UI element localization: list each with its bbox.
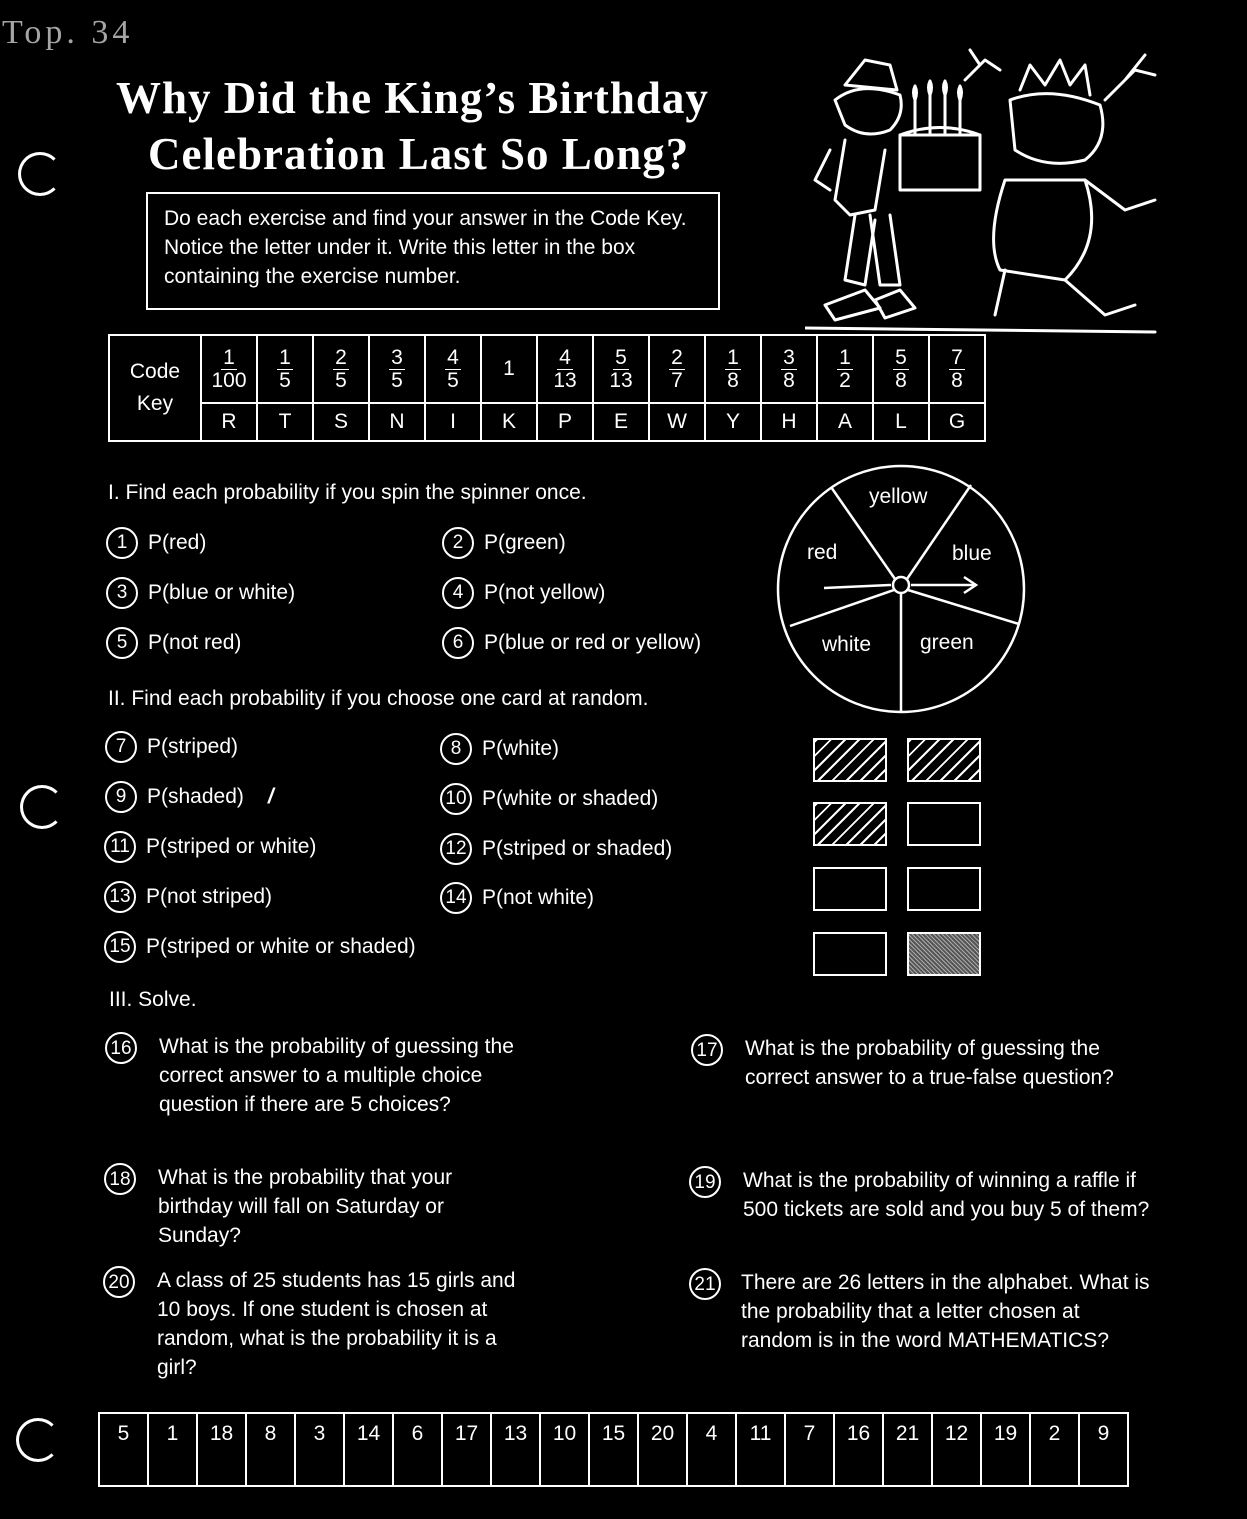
code-key-value	[201, 335, 257, 403]
section-3-heading: III. Solve.	[109, 988, 197, 1011]
exercise-number: 12	[440, 833, 472, 865]
section-2-heading: II. Find each probability if you choose one card at random.	[108, 687, 649, 710]
code-key-letter: W	[649, 403, 705, 441]
code-key-letter: Y	[705, 403, 761, 441]
section-1-heading: I. Find each probability if you spin the spinner once.	[108, 481, 587, 504]
code-key-letter: L	[873, 403, 929, 441]
exercise-text: P(shaded)	[147, 785, 244, 808]
answer-box[interactable]: 3	[295, 1413, 344, 1486]
code-key-value	[817, 335, 873, 403]
answer-box[interactable]: 5	[99, 1413, 148, 1486]
exercise-number: 16	[105, 1032, 137, 1064]
question-7	[105, 731, 238, 763]
exercise-text: What is the probability of winning a raffle if 500 tickets are sold and you buy 5 of them?	[743, 1169, 1150, 1221]
code-key-value	[369, 335, 425, 403]
exercise-text: P(not yellow)	[484, 581, 606, 604]
question-20	[103, 1266, 542, 1382]
code-key-value	[761, 335, 817, 403]
exercise-text: P(blue or white)	[148, 581, 296, 604]
title-line-1: Why Did the King’s Birthday	[116, 73, 709, 123]
exercise-number: 1	[106, 527, 138, 559]
answer-box[interactable]: 9	[1079, 1413, 1128, 1486]
whole-number: 1	[503, 357, 515, 380]
question-14	[440, 882, 594, 914]
answer-box[interactable]: 8	[246, 1413, 295, 1486]
code-key-value	[929, 335, 985, 403]
exercise-text: P(blue or red or yellow)	[484, 631, 702, 654]
fraction-denominator: 5	[391, 369, 403, 392]
question-17	[691, 1034, 1135, 1092]
question-21	[689, 1268, 1156, 1355]
spinner-label-white: white	[822, 633, 872, 656]
exercise-text: P(not white)	[482, 886, 595, 909]
fraction-denominator: 8	[951, 369, 963, 392]
answer-box[interactable]: 2	[1030, 1413, 1079, 1486]
exercise-number: 3	[106, 577, 138, 609]
question-6	[442, 627, 701, 659]
binder-hole-top	[18, 152, 62, 196]
spinner-label-green: green	[920, 631, 974, 654]
question-3	[106, 577, 295, 609]
card-white	[813, 867, 887, 911]
exercise-number: 9	[105, 781, 137, 813]
code-key-label-line2: Key	[136, 392, 174, 415]
title-line-2: Celebration Last So Long?	[148, 129, 690, 179]
code-key-letter: R	[201, 403, 257, 441]
code-key-label	[109, 335, 201, 441]
exercise-text: A class of 25 students has 15 girls and 10 boys. If one student is chosen at random, what is the probability it is a girl?	[157, 1269, 516, 1379]
code-key-label-line1: Code	[129, 360, 181, 383]
exercise-number: 7	[105, 731, 137, 763]
exercise-text: P(striped or shaded)	[482, 837, 673, 860]
fraction-numerator: 7	[951, 346, 963, 369]
code-key-value	[425, 335, 481, 403]
exercise-text: P(striped or white or shaded)	[146, 935, 416, 958]
exercise-number: 20	[103, 1266, 135, 1298]
question-11	[104, 831, 316, 863]
code-key-letter: G	[929, 403, 985, 441]
code-key-letter: P	[537, 403, 593, 441]
exercise-text: P(striped)	[147, 735, 239, 758]
exercise-text: P(not red)	[148, 631, 242, 654]
fraction-numerator: 1	[727, 346, 739, 369]
question-16	[105, 1032, 549, 1119]
instructions-box: Do each exercise and find your answer in the Code Key. Notice the letter under it. Write this letter in the box containing the exercise number.	[146, 192, 720, 310]
fraction-numerator: 3	[391, 346, 403, 369]
answer-box[interactable]: 11	[736, 1413, 785, 1486]
exercise-number: 10	[440, 783, 472, 815]
answer-box[interactable]: 13	[491, 1413, 540, 1486]
code-key-value	[313, 335, 369, 403]
fraction-denominator: 5	[335, 369, 347, 392]
question-12	[440, 833, 672, 865]
answer-box[interactable]: 4	[687, 1413, 736, 1486]
page-title	[116, 70, 709, 182]
binder-hole-middle	[20, 785, 64, 829]
answer-box[interactable]: 17	[442, 1413, 491, 1486]
fraction-denominator: 8	[783, 369, 795, 392]
exercise-text: P(not striped)	[146, 885, 273, 908]
fraction-denominator: 100	[211, 369, 247, 392]
fraction-denominator: 2	[839, 369, 851, 392]
answer-box[interactable]: 15	[589, 1413, 638, 1486]
exercise-number: 15	[104, 931, 136, 963]
exercise-text: P(green)	[484, 531, 566, 554]
question-9	[105, 781, 274, 813]
answer-box[interactable]: 1	[148, 1413, 197, 1486]
exercise-text: What is the probability that your birthday will fall on Saturday or Sunday?	[158, 1166, 453, 1247]
code-key-letter: A	[817, 403, 873, 441]
code-key-value	[257, 335, 313, 403]
code-key-letter: S	[313, 403, 369, 441]
code-key-value	[481, 335, 537, 403]
answer-box[interactable]: 10	[540, 1413, 589, 1486]
fraction-numerator: 4	[447, 346, 459, 369]
card-shaded	[907, 932, 981, 976]
exercise-number: 18	[104, 1163, 136, 1195]
pencil-mark: /	[267, 785, 274, 808]
spinner-label-blue: blue	[952, 542, 992, 565]
question-1	[106, 527, 206, 559]
exercise-text: What is the probability of guessing the correct answer to a multiple choice question if there are 5 choices?	[159, 1035, 514, 1116]
fraction-numerator: 2	[335, 346, 347, 369]
exercise-text: P(white or shaded)	[482, 787, 659, 810]
question-5	[106, 627, 241, 659]
card-striped	[907, 738, 981, 782]
fraction-numerator: 1	[279, 346, 291, 369]
binder-hole-bottom	[16, 1418, 60, 1462]
question-15	[104, 931, 416, 963]
fraction-numerator: 1	[223, 346, 235, 369]
answer-box[interactable]: 21	[883, 1413, 932, 1486]
answer-box[interactable]: 14	[344, 1413, 393, 1486]
code-key-value	[873, 335, 929, 403]
exercise-number: 14	[440, 882, 472, 914]
fraction-numerator: 3	[783, 346, 795, 369]
answer-box[interactable]: 20	[638, 1413, 687, 1486]
exercise-number: 11	[104, 831, 136, 863]
answer-box[interactable]: 18	[197, 1413, 246, 1486]
exercise-text: There are 26 letters in the alphabet. What is the probability that a letter chosen at random is in the word MATHEMATICS?	[741, 1271, 1150, 1352]
exercise-number: 8	[440, 733, 472, 765]
answer-box[interactable]: 19	[981, 1413, 1030, 1486]
fraction-numerator: 5	[615, 346, 627, 369]
fraction-denominator: 5	[279, 369, 291, 392]
answer-box[interactable]: 16	[834, 1413, 883, 1486]
exercise-text: What is the probability of guessing the correct answer to a true-false question?	[745, 1037, 1114, 1089]
exercise-number: 17	[691, 1034, 723, 1066]
code-key-table	[108, 334, 986, 442]
fraction-denominator: 13	[609, 369, 633, 392]
card-white	[907, 802, 981, 846]
code-key-value	[593, 335, 649, 403]
fraction-denominator: 13	[553, 369, 577, 392]
fraction-denominator: 5	[447, 369, 459, 392]
code-key-value	[537, 335, 593, 403]
code-key-letter: T	[257, 403, 313, 441]
answer-box[interactable]: 7	[785, 1413, 834, 1486]
code-key-value	[649, 335, 705, 403]
king-and-knight-illustration	[805, 40, 1165, 340]
exercise-number: 13	[104, 881, 136, 913]
fraction-numerator: 2	[671, 346, 683, 369]
exercise-number: 5	[106, 627, 138, 659]
exercise-number: 6	[442, 627, 474, 659]
exercise-number: 2	[442, 527, 474, 559]
exercise-text: P(white)	[482, 737, 560, 760]
card-striped	[813, 802, 887, 846]
code-key-value	[705, 335, 761, 403]
fraction-denominator: 8	[727, 369, 739, 392]
question-13	[104, 881, 272, 913]
card-striped	[813, 738, 887, 782]
answer-box[interactable]: 6	[393, 1413, 442, 1486]
code-key-letter: E	[593, 403, 649, 441]
code-key-letter: H	[761, 403, 817, 441]
answer-box-table	[98, 1412, 1129, 1487]
exercise-number: 21	[689, 1268, 721, 1300]
answer-box[interactable]: 12	[932, 1413, 981, 1486]
spinner-diagram	[776, 464, 1028, 716]
exercise-text: P(red)	[148, 531, 207, 554]
fraction-numerator: 4	[559, 346, 571, 369]
fraction-denominator: 7	[671, 369, 683, 392]
code-key-letter: N	[369, 403, 425, 441]
fraction-numerator: 5	[895, 346, 907, 369]
question-19	[689, 1166, 1153, 1224]
question-18	[104, 1163, 528, 1250]
question-2	[442, 527, 566, 559]
corner-note: Top. 34	[2, 14, 134, 51]
exercise-number: 4	[442, 577, 474, 609]
card-white	[813, 932, 887, 976]
code-key-letter: K	[481, 403, 537, 441]
exercise-text: P(striped or white)	[146, 835, 317, 858]
spinner-label-yellow: yellow	[869, 485, 928, 508]
question-10	[440, 783, 658, 815]
exercise-number: 19	[689, 1166, 721, 1198]
spinner-label-red: red	[807, 541, 838, 564]
question-4	[442, 577, 605, 609]
fraction-denominator: 8	[895, 369, 907, 392]
question-8	[440, 733, 559, 765]
code-key-letter: I	[425, 403, 481, 441]
fraction-numerator: 1	[839, 346, 851, 369]
card-white	[907, 867, 981, 911]
